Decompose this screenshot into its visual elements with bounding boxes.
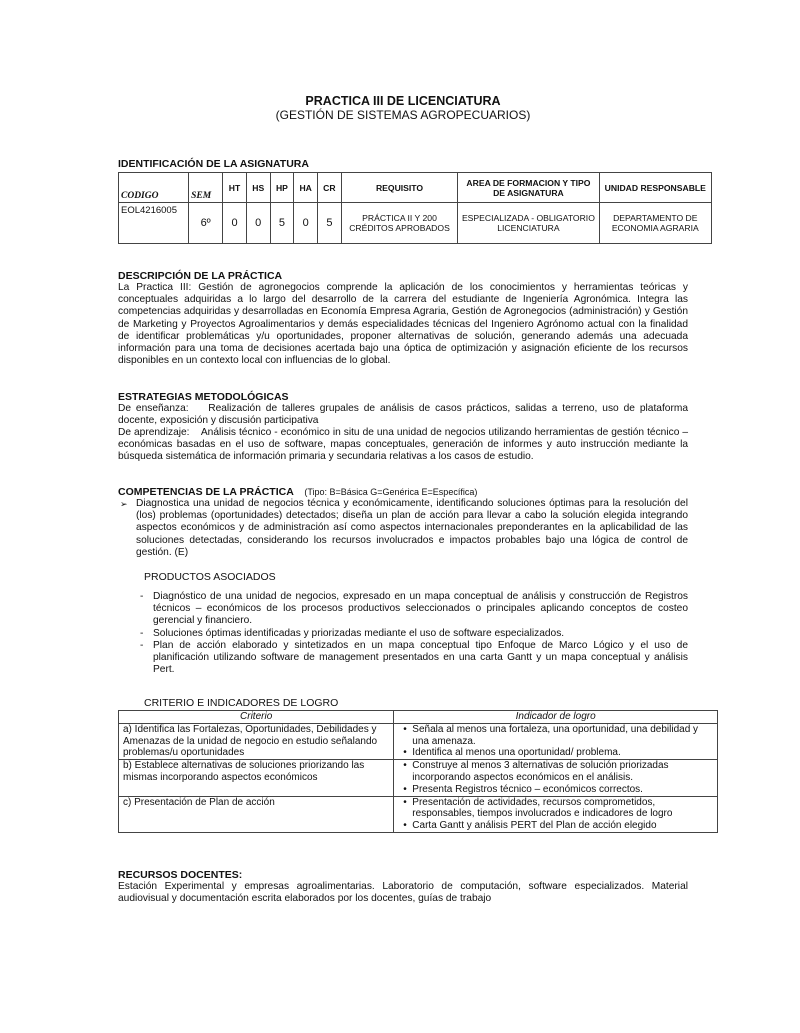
indicador-item <box>398 797 713 821</box>
tipo-note: (Tipo: B=Básica G=Genérica E=Específica) <box>304 487 478 497</box>
page-subtitle: (GESTIÓN DE SISTEMAS AGROPECUARIOS) <box>275 108 531 122</box>
col-unidad: UNIDAD RESPONSABLE <box>599 173 711 203</box>
recursos-heading: RECURSOS DOCENTES: <box>118 869 243 881</box>
ensenanza-text: Realización de talleres grupales de análisis de casos prácticos, salidas a terreno, uso de plataforma docente, exposición y discusión participativa <box>118 403 688 427</box>
col-hp: HP <box>270 173 294 203</box>
dot-bullet-icon: • <box>403 820 407 832</box>
indicador-cell <box>394 723 718 759</box>
criterios-heading: CRITERIO E INDICADORES DE LOGRO <box>144 697 339 709</box>
productos-heading: PRODUCTOS ASOCIADOS <box>144 571 276 583</box>
col-hs: HS <box>246 173 270 203</box>
indicador-text: Presenta Registros técnico – económicos correctos. <box>412 783 643 795</box>
cell-area: ESPECIALIZADA - OBLIGATORIO LICENCIATURA <box>458 203 599 244</box>
indicador-item <box>398 724 713 748</box>
dash-bullet-icon: - <box>140 627 144 639</box>
criterio-row <box>119 723 718 759</box>
asignatura-data-row <box>119 203 712 244</box>
criterio-row <box>119 760 718 796</box>
estrategias-aprendizaje <box>118 427 688 464</box>
col-sem: SEM <box>189 173 223 203</box>
page-title: PRACTICA III DE LICENCIATURA <box>305 94 501 108</box>
criterios-table <box>118 710 718 833</box>
col-codigo: CODIGO <box>119 173 189 203</box>
dot-bullet-icon: • <box>403 796 407 808</box>
col-area: AREA DE FORMACION Y TIPO DE ASIGNATURA <box>458 173 599 203</box>
producto-text: Plan de acción elaborado y sintetizados en un mapa conceptual tipo Enfoque de Marco Lógico y el uso de planificación utilizando software de management presentados en una carta Gantt y un mapa conceptual y análisis Pert. <box>153 639 688 676</box>
competencias-heading <box>118 486 477 498</box>
cell-ht: 0 <box>223 203 247 244</box>
indicador-cell <box>394 796 718 832</box>
criterios-header-row <box>119 711 718 724</box>
cell-ha: 0 <box>294 203 318 244</box>
descripcion-heading: DESCRIPCIÓN DE LA PRÁCTICA <box>118 270 283 282</box>
productos-list <box>140 591 688 676</box>
col-criterio: Criterio <box>119 711 394 724</box>
criterio-cell: a) Identifica las Fortalezas, Oportunidades, Debilidades y Amenazas de la unidad de negocio en estudio señalando problemas/u oportunidades <box>119 723 394 759</box>
cell-unidad: DEPARTAMENTO DE ECONOMIA AGRARIA <box>599 203 711 244</box>
indicador-cell <box>394 760 718 796</box>
cell-requisito: PRÁCTICA II Y 200 CRÉDITOS APROBADOS <box>341 203 458 244</box>
dash-bullet-icon: - <box>140 591 144 602</box>
col-indicador: Indicador de logro <box>394 711 718 724</box>
estrategias-ensenanza <box>118 403 688 427</box>
recursos-text: Estación Experimental y empresas agroalimentarias. Laboratorio de computación, software especializados. Material audiovisual y documentación escrita elaborados por los docentes, guías de trabajo <box>118 881 688 905</box>
asignatura-header-row <box>119 173 712 203</box>
aprendizaje-label: De aprendizaje: <box>118 427 190 438</box>
competencia-text: Diagnostica una unidad de negocios técnica y económicamente, identificando soluciones óptimas para la resolución del (los) problemas (oportunidades) detectados; diseña un plan de acción para llevar a cabo la solución elegida integrando aspectos económicos y de administración así como aspectos internacionales preponderantes en la aplicabilidad de las soluciones detectadas, considerando los recursos involucrados e impactos probables bajo una lógica de control de gestión. (E) <box>136 498 688 558</box>
col-requisito: REQUISITO <box>341 173 458 203</box>
asignatura-table <box>118 172 712 244</box>
criterio-cell: b) Establece alternativas de soluciones priorizando las mismas incorporando aspectos económicos <box>119 760 394 796</box>
criterio-row <box>119 796 718 832</box>
producto-text: Soluciones óptimas identificadas y priorizadas mediante el uso de software especializados. <box>153 627 565 639</box>
ensenanza-label: De enseñanza: <box>118 403 189 414</box>
dot-bullet-icon: • <box>403 783 407 795</box>
criterio-cell: c) Presentación de Plan de acción <box>119 796 394 832</box>
identificacion-heading: IDENTIFICACIÓN DE LA ASIGNATURA <box>118 158 309 170</box>
indicador-item <box>398 820 713 832</box>
indicador-item <box>398 784 713 796</box>
competencias-heading-text: COMPETENCIAS DE LA PRÁCTICA <box>118 486 294 498</box>
indicador-text: Identifica al menos una oportunidad/ problema. <box>412 747 621 759</box>
dot-bullet-icon: • <box>403 747 407 759</box>
indicador-text: Carta Gantt y análisis PERT del Plan de acción elegido <box>412 820 657 832</box>
col-cr: CR <box>318 173 342 203</box>
producto-item <box>140 640 688 677</box>
indicador-text: Señala al menos una fortaleza, una oportunidad, una debilidad y una amenaza. <box>412 723 699 747</box>
cell-hs: 0 <box>246 203 270 244</box>
producto-item <box>140 628 688 640</box>
indicador-text: Presentación de actividades, recursos comprometidos, responsables, tiempos involucrados e indicadores de logro <box>412 796 673 820</box>
indicador-text: Construye al menos 3 alternativas de solución priorizadas incorporando aspectos económicos en el análisis. <box>412 760 669 783</box>
producto-item <box>140 591 688 628</box>
producto-text: Diagnóstico de una unidad de negocios, expresado en un mapa conceptual de análisis y construcción de Registros técnicos – económicos de los procesos productivos seleccionados o principales aplicando conceptos de costeo gerencial y financiero. <box>153 591 688 627</box>
dot-bullet-icon: • <box>403 760 407 772</box>
descripcion-text: La Practica III: Gestión de agronegocios comprende la aplicación de los conocimientos y herramientas teóricas y conceptuales adquiridas a lo largo del desarrollo de la carrera del estudiante de Ingeniería Agronómica. Integra las competencias adquiridas y desarrolladas en Economía Empresa Agraria, Gestión de Agronegocios (administración) y Gestión de Marketing y Proyectos Agroalimentarios y demás especialidades técnicas del Ingeniero Agrónomo actual con la finalidad de identificar problemáticas y/u oportunidades, proponer alternativas de solución, generando además una adecuada información para una toma de decisiones acertada bajo una óptica de optimización y asignación eficiente de los recursos disponibles en un contexto local con influencias de lo global. <box>118 282 688 367</box>
estrategias-heading: ESTRATEGIAS METODOLÓGICAS <box>118 391 289 403</box>
cell-cr: 5 <box>318 203 342 244</box>
cell-codigo: EOL4216005 <box>119 203 189 244</box>
cell-sem: 6º <box>189 203 223 244</box>
col-ha: HA <box>294 173 318 203</box>
dot-bullet-icon: • <box>403 723 407 735</box>
dash-bullet-icon: - <box>140 639 144 651</box>
indicador-item <box>398 747 713 759</box>
cell-hp: 5 <box>270 203 294 244</box>
indicador-item <box>398 760 713 784</box>
arrow-bullet-icon: ➢ <box>120 499 128 509</box>
col-ht: HT <box>223 173 247 203</box>
aprendizaje-text: Análisis técnico - económico in situ de una unidad de negocios utilizando herramientas de gestión técnico – económicas basadas en el uso de software, mapas conceptuales, generación de informes y auto instrucción mediante la búsqueda sistemática de información primaria y secundaria relativas a los casos de estudio. <box>118 427 688 463</box>
